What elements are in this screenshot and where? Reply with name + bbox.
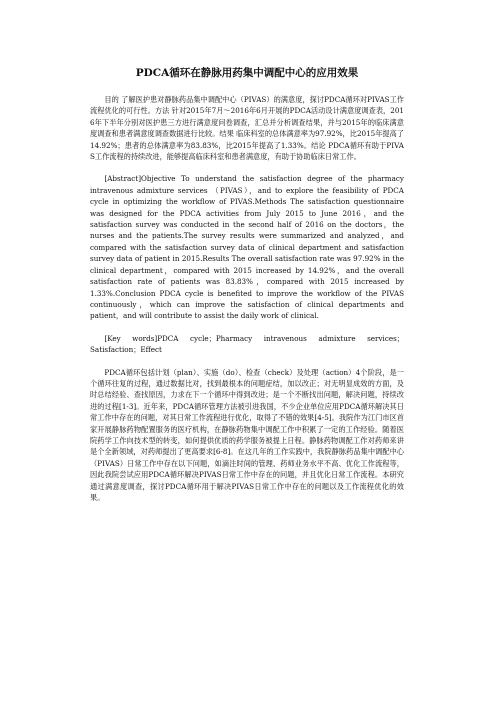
abstract-english: [Abstract]Objective To understand the satisfaction degree of the pharmacy intravenous admixture services （PIVAS），and to explore the feasibility of PDCA cycle in optimizing the workflow of PIVAS.Methods The satisfaction questionnaire was designed for the PDCA activities from July 2015 to June 2016，and the satisfaction survey was conducted in the second half of 2016 on the doctors，the nurses and the patients.The survey results were summarized and analyzed，and compared with the satisfaction survey data of clinical department and satisfaction survey data of patient in 2015.Results The overall satisfaction rate was 97.92% in the clinical department，compared with 2015 increased by 14.92%，and the overall satisfaction rate of patients was 83.83%，compared with 2015 increased by 1.33%.Conclusion PDCA cycle is benefited to improve the workflow of the PIVAS continuously，which can improve the satisfaction of clinical departments and patient，and will contribute to assist the daily work of clinical. — [90, 174, 404, 321]
keywords-english: [Key words]PDCA cycle；Pharmacy intravenous admixture services；Satisfaction；Effect — [90, 333, 404, 355]
body-paragraph: PDCA循环包括计划（plan）、实施（do）、检查（check）及处理（action）4个阶段，是一个循环往复的过程，通过数据比对，找到最根本的问题症结，加以改正；对无明显成效的方面，及时总结经验、查找原因，力求在下一个循环中得到改进；是一个不断找出问题，解决问题，持续改进的过程[1-3]。近年来，PDCA循环管理方法被引进我国，不少企业单位应用PDCA循环解决其日常工作中存在的问题，对其日常工作流程进行优化，取得了不错的效果[4-5]。我院作为江门市区首家开展静脉药物配置服务的医疗机构，在静脉药物集中调配工作中积累了一定的工作经验。随着医院药学工作向技术型的转变，如何提供优质的药学服务被提上日程。静脉药物调配工作对药师来讲是个全新领域，对药师提出了更高要求[6-8]。在这几年的工作实践中，我院静脉药品集中调配中心（PIVAS）日常工作中存在以下问题，如滴注时间的管理、药师业务水平不高、优化工作流程等，因此我院尝试应用PDCA循环解决PIVAS日常工作中存在的问题，并且优化日常工作流程。本研究通过满意度调查，探讨PDCA循环用于解决PIVAS日常工作中存在的问题以及工作流程优化的效果。 — [90, 367, 404, 502]
article-title: PDCA循环在静脉用药集中调配中心的应用效果 — [135, 67, 359, 79]
article — [90, 66, 404, 503]
abstract-chinese: 目的 了解医护患对静脉药品集中调配中心（PIVAS）的满意度，探讨PDCA循环对PIVAS工作流程优化的可行性。方法 针对2015年7月～2016年6月开展的PDCA活动设计满意度调查表，2016年下半年分别对医护患三方进行满意度问卷调查，汇总并分析调查结果，并与2015年的临床满意度调查和患者满意度调查数据进行比较。结果 临床科室的总体满意率为97.92%，比2015年提高了14.92%；患者的总体满意率为83.83%，比2015年提高了1.33%。结论 PDCA循环有助于PIVAS工作流程的持续改进，能够提高临床科室和患者满意度，有助于协助临床日常工作。 — [90, 95, 404, 162]
